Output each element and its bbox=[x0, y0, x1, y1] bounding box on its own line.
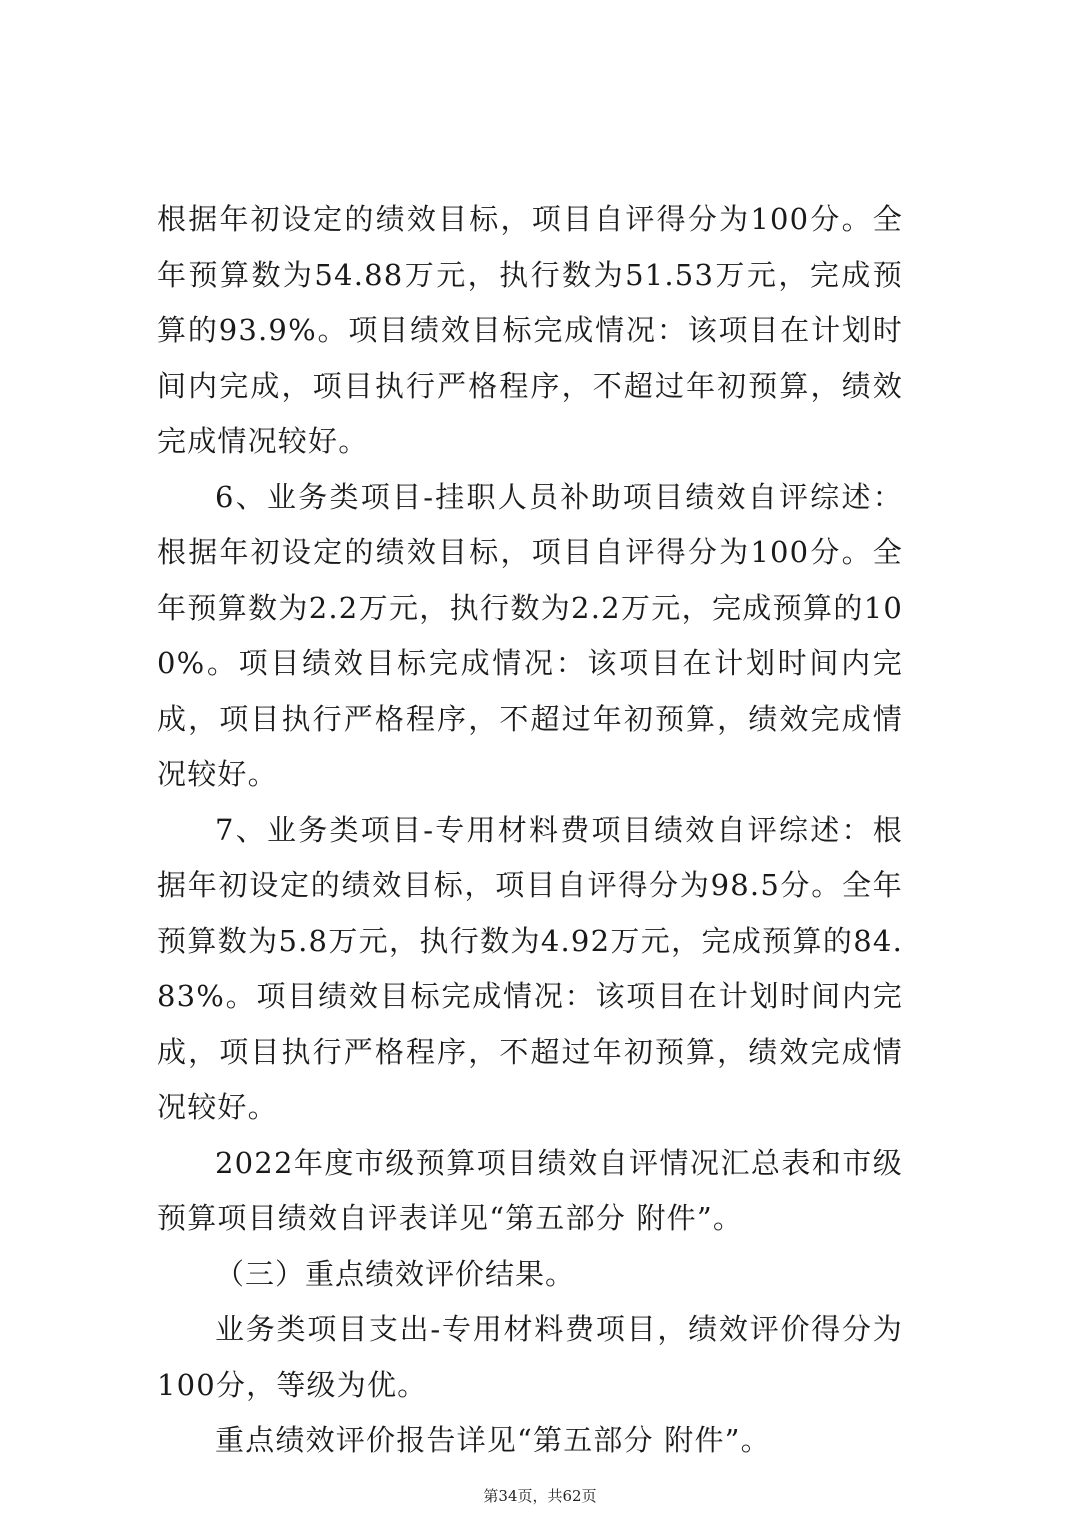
paragraph-project-5-continued: 根据年初设定的绩效目标，项目自评得分为100分。全年预算数为54.88万元，执行数为51.53万元，完成预算的93.9%。项目绩效目标完成情况：该项目在计划时间内完成，项目执行严格程序，不超过年初预算，绩效完成情况较好。 bbox=[157, 202, 903, 458]
paragraph-key-evaluation-score: 业务类项目支出-专用材料费项目，绩效评价得分为100分，等级为优。 bbox=[157, 1312, 903, 1402]
document-body bbox=[157, 192, 903, 1469]
paragraph-item-6-secondment-subsidy: 6、业务类项目-挂职人员补助项目绩效自评综述：根据年初设定的绩效目标，项目自评得分为100分。全年预算数为2.2万元，执行数为2.2万元，完成预算的100%。项目绩效目标完成情况：该项目在计划时间内完成，项目执行严格程序，不超过年初预算，绩效完成情况较好。 bbox=[157, 479, 903, 791]
page-number-footer: 第34页，共62页 bbox=[483, 1487, 597, 1505]
paragraph-item-7-materials-fee: 7、业务类项目-专用材料费项目绩效自评综述：根据年初设定的绩效目标，项目自评得分为98.5分。全年预算数为5.8万元，执行数为4.92万元，完成预算的84.83%。项目绩效目标完成情况：该项目在计划时间内完成，项目执行严格程序，不超过年初预算，绩效完成情况较好。 bbox=[157, 812, 903, 1124]
section-heading-key-evaluation-results: （三）重点绩效评价结果。 bbox=[215, 1256, 576, 1291]
paragraph-summary-table-reference: 2022年度市级预算项目绩效自评情况汇总表和市级预算项目绩效自评表详见“第五部分 附件”。 bbox=[157, 1145, 903, 1235]
paragraph-report-reference: 重点绩效评价报告详见“第五部分 附件”。 bbox=[215, 1423, 771, 1457]
